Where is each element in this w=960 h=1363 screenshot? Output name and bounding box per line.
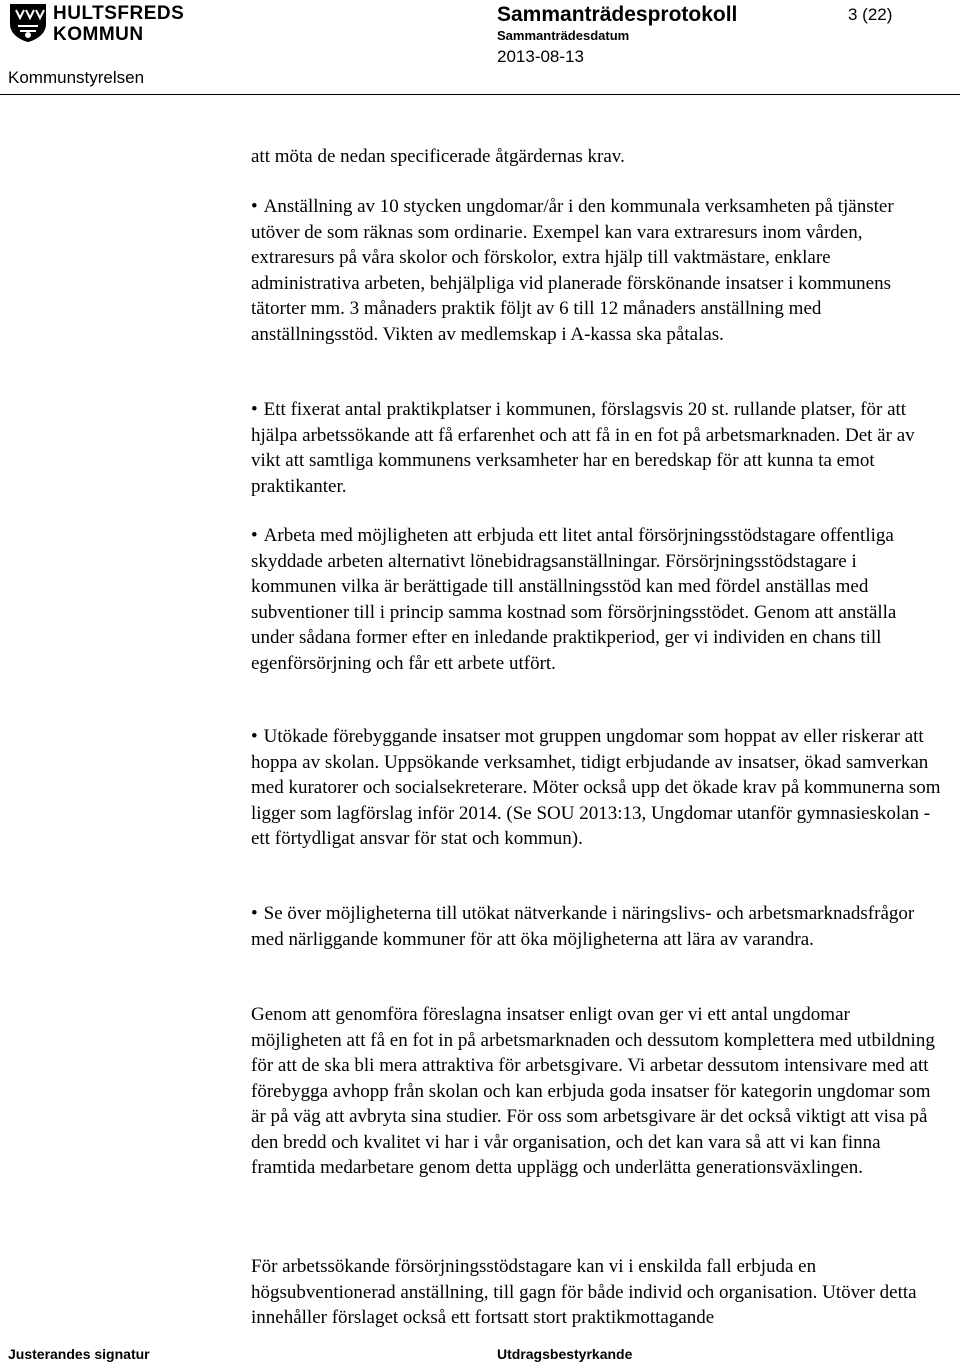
bullet-item-protected-work [251, 523, 941, 676]
bullet-marker [251, 196, 264, 217]
organization-name: Kommunstyrelsen [8, 68, 145, 87]
bullet-item-preventive-measures [251, 724, 941, 852]
bullet-marker [251, 726, 264, 747]
document-title: Sammanträdesprotokoll [497, 3, 738, 26]
bullet-item-employment [251, 194, 941, 347]
crest-icon [8, 2, 48, 42]
bullet-marker [251, 903, 264, 924]
paragraph-intro: att möta de nedan specificerade åtgärdernas krav. [251, 146, 625, 167]
bullet-text: Arbeta med möjligheten att erbjuda ett litet antal försörjningsstödstagare offentliga skyddade arbeten alternativt lönebidragsanställningar. Försörjningsstödstagare i kommunen vilka är berättigade till anställningsstöd kan med fördel anställas med subventioner till i princip samma kostnad som försörjningsstödet. Genom att anställa under sådana former efter en inledande praktikperiod, ger vi individen en chans till egenförsörjning och får ett arbete utfört. [251, 525, 897, 674]
bullet-item-networking [251, 901, 941, 952]
footer-signature-label: Justerandes signatur [8, 1346, 150, 1362]
logo-line-1: HULTSFREDS [53, 3, 185, 24]
bullet-text: Ett fixerat antal praktikplatser i kommunen, förslagsvis 20 st. rullande platser, för att hjälpa arbetssökande att få erfarenhet och att få in en fot på arbetsmarknaden. Det är av vikt att samtliga kommunens verksamheter har en beredskap för att kunna ta emot praktikanter. [251, 399, 915, 497]
logo-line-2: KOMMUN [53, 24, 144, 45]
footer-certification-label: Utdragsbestyrkande [497, 1346, 633, 1362]
paragraph-summary: Genom att genomföra föreslagna insatser enligt ovan ger vi ett antal ungdomar möjligheten att få en fot in på arbetsmarknaden och dessutom komplettera med utbildning för att de ska bli mera attraktiva för arbetsgivare. Vi arbetar dessutom intensivare med att förebygga avhopp från skolan och kan erbjuda goda insatser för kategorin ungdomar som är på väg att avbryta sina studier. För oss som arbetsgivare är det också viktigt att visa på den bredd och kvalitet vi har i vår organisation, och det kan vara så att vi kan finna framtida medarbetare genom detta upplägg och underlätta generationsväxlingen. [251, 1004, 935, 1178]
logo-wordmark [53, 3, 184, 45]
meeting-date: 2013-08-13 [497, 47, 584, 66]
bullet-item-internships [251, 397, 941, 499]
bullet-text: Utökade förebyggande insatser mot gruppen ungdomar som hoppat av eller riskerar att hoppa av skolan. Uppsökande verksamhet, tidigt erbjudande av insatser, ökad samverkan med kuratorer och socialsekreterare. Möter också upp det ökade krav på kommunerna som ligger som lagförslag inför 2014. (Se SOU 2013:13, Ungdomar utanför gymnasieskolan - ett förtydligat ansvar för stat och kommun). [251, 726, 941, 849]
bullet-text: Anställning av 10 stycken ungdomar/år i den kommunala verksamheten på tjänster utöver de som räknas som ordinarie. Exempel kan vara extraresurs inom vården, extraresurs på våra skolor och förskolor, extra hjälp till vaktmästare, enklare administrativa arbeten, behjälpliga vid planerade förskönande insatser i kommunens tätorter mm. 3 månaders praktik följt av 6 till 12 månaders anställning med anställningsstöd. Vikten av medlemskap i A-kassa ska påtalas. [251, 196, 894, 345]
bullet-text: Se över möjligheterna till utökat nätverkande i näringslivs- och arbetsmarknadsfrågor med närliggande kommuner för att öka möjligheterna att lära av varandra. [251, 903, 915, 950]
municipality-logo [8, 2, 185, 45]
paragraph-closing: För arbetssökande försörjningsstödstagare kan vi i enskilda fall erbjuda en högsubventionerad anställning, till gagn för både individ och organisation. Utöver detta innehåller förslaget också ett fortsatt stort praktikmottagande [251, 1256, 917, 1328]
header-divider [0, 94, 960, 95]
page-number: 3 (22) [848, 5, 893, 24]
meeting-date-label: Sammanträdesdatum [497, 28, 630, 43]
bullet-marker [251, 525, 264, 546]
bullet-marker [251, 399, 264, 420]
